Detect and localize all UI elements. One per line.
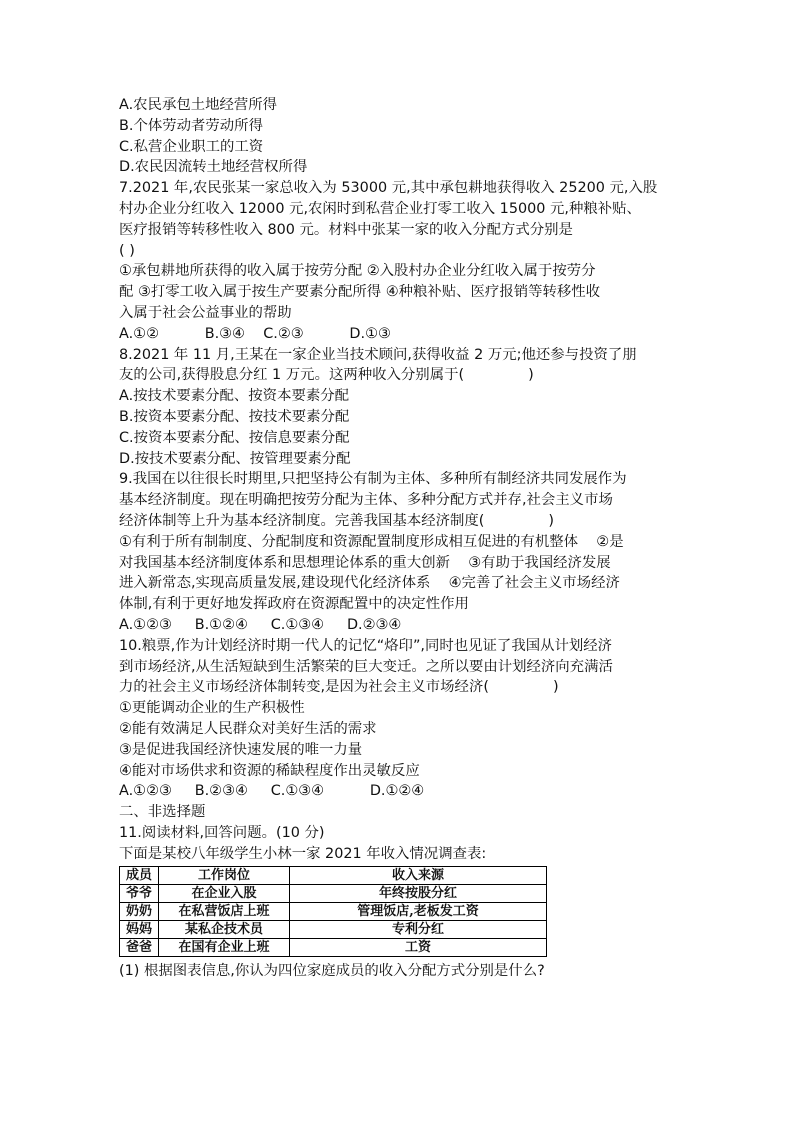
q11-subquestion-1: (1) 根据图表信息,你认为四位家庭成员的收入分配方式分别是什么? xyxy=(119,963,545,980)
table-cell: 奶奶 xyxy=(120,903,159,921)
q7-stem-line: 村办企业分红收入 12000 元,农闲时到私营企业打零工收入 15000 元,种粮补贴、 xyxy=(119,200,641,217)
table-row xyxy=(120,921,547,939)
question-11 xyxy=(119,823,674,982)
q10-stem-line: 力的社会主义市场经济体制转变,是因为社会主义市场经济( ) xyxy=(119,679,559,696)
q8-option-a: A.按技术要素分配、按资本要素分配 xyxy=(119,388,350,405)
question-7 xyxy=(119,178,674,344)
q7-stem-line: 医疗报销等转移性收入 800 元。材料中张某一家的收入分配方式分别是 xyxy=(119,221,573,238)
table-cell: 管理饭店,老板发工资 xyxy=(290,903,547,921)
option-a: A.农民承包土地经营所得 xyxy=(119,97,278,113)
q10-statement: ③是促进我国经济快速发展的唯一力量 xyxy=(119,741,363,758)
table-cell: 妈妈 xyxy=(120,921,159,939)
table-row xyxy=(120,885,547,903)
table-cell: 专利分红 xyxy=(290,921,547,939)
table-cell: 年终按股分红 xyxy=(290,885,547,903)
option-c: C.私营企业职工的工资 xyxy=(119,138,264,155)
q8-stem-line: 友的公司,获得股息分红 1 万元。这两种收入分别属于( ) xyxy=(119,367,534,384)
income-survey-table xyxy=(119,866,547,957)
table-cell: 爸爸 xyxy=(120,939,159,957)
q10-statement: ④能对市场供求和资源的稀缺程度作出灵敏反应 xyxy=(119,762,420,779)
option-d: D.农民因流转土地经营权所得 xyxy=(119,159,308,176)
q7-choices: A.①② B.③④ C.②③ D.①③ xyxy=(119,325,391,342)
table-row xyxy=(120,903,547,921)
table-header-cell: 收入来源 xyxy=(290,867,547,885)
table-header-cell: 成员 xyxy=(120,867,159,885)
q10-statement: ①更能调动企业的生产积极性 xyxy=(119,700,305,717)
table-row xyxy=(120,939,547,957)
q8-option-d: D.按技术要素分配、按管理要素分配 xyxy=(119,450,351,467)
q10-choices: A.①②③ B.②③④ C.①③④ D.①②④ xyxy=(119,783,425,800)
question-9 xyxy=(119,469,674,635)
option-b: B.个体劳动者劳动所得 xyxy=(119,117,263,134)
q9-stem-line: 基本经济制度。现在明确把按劳分配为主体、多种分配方式并存,社会主义市场 xyxy=(119,492,613,509)
question-6-options xyxy=(119,95,674,178)
q7-statement-line: 配 ③打零工收入属于按生产要素分配所得 ④种粮补贴、医疗报销等转移性收 xyxy=(119,284,601,301)
table-cell: 爷爷 xyxy=(120,885,159,903)
q9-choices: A.①②③ B.①②④ C.①③④ D.②③④ xyxy=(119,616,402,633)
q10-statement: ②能有效满足人民群众对美好生活的需求 xyxy=(119,720,377,737)
q11-title: 11.阅读材料,回答问题。(10 分) xyxy=(119,824,325,841)
table-cell: 在国有企业上班 xyxy=(159,939,290,957)
table-cell: 在私营饭店上班 xyxy=(159,903,290,921)
q7-statement-line: ①承包耕地所获得的收入属于按劳分配 ②入股村办企业分红收入属于按劳分 xyxy=(119,263,596,280)
q9-statement-line: 进入新常态,实现高质量发展,建设现代化经济体系 ④完善了社会主义市场经济 xyxy=(119,575,620,592)
q8-option-b: B.按资本要素分配、按技术要素分配 xyxy=(119,408,350,425)
q10-stem-line: 10.粮票,作为计划经济时期一代人的记忆“烙印”,同时也见证了我国从计划经济 xyxy=(119,637,613,654)
q10-stem-line: 到市场经济,从生活短缺到生活繁荣的巨大变迁。之所以要由计划经济向充满活 xyxy=(119,658,613,675)
table-header-cell: 工作岗位 xyxy=(159,867,290,885)
q9-stem-line: 经济体制等上升为基本经济制度。完善我国基本经济制度( ) xyxy=(119,512,555,529)
table-header-row xyxy=(120,867,547,885)
q11-intro: 下面是某校八年级学生小林一家 2021 年收入情况调查表: xyxy=(119,845,487,862)
q9-statement-line: 体制,有利于更好地发挥政府在资源配置中的决定性作用 xyxy=(119,596,469,613)
table-cell: 某私企技术员 xyxy=(159,921,290,939)
q8-option-c: C.按资本要素分配、按信息要素分配 xyxy=(119,429,350,446)
table-cell: 工资 xyxy=(290,939,547,957)
question-8 xyxy=(119,345,674,470)
section-heading: 二、非选择题 xyxy=(119,804,206,821)
q9-statement-line: 对我国基本经济制度体系和思想理论体系的重大创新 ③有助于我国经济发展 xyxy=(119,554,611,571)
q9-statement-line: ①有利于所有制制度、分配制度和资源配置制度形成相互促进的有机整体 ②是 xyxy=(119,533,624,550)
question-10 xyxy=(119,636,674,802)
table-cell: 在企业入股 xyxy=(159,885,290,903)
q8-stem-line: 8.2021 年 11 月,王某在一家企业当技术顾问,获得收益 2 万元;他还参与投资了朋 xyxy=(119,346,637,363)
q9-stem-line: 9.我国在以往很长时期里,只把坚持公有制为主体、多种所有制经济共同发展作为 xyxy=(119,471,627,488)
q7-statement-line: 入属于社会公益事业的帮助 xyxy=(119,304,292,321)
q7-stem-line: 7.2021 年,农民张某一家总收入为 53000 元,其中承包耕地获得收入 25200 元,入股 xyxy=(119,180,658,197)
q7-answer-blank: ( ) xyxy=(119,242,135,259)
